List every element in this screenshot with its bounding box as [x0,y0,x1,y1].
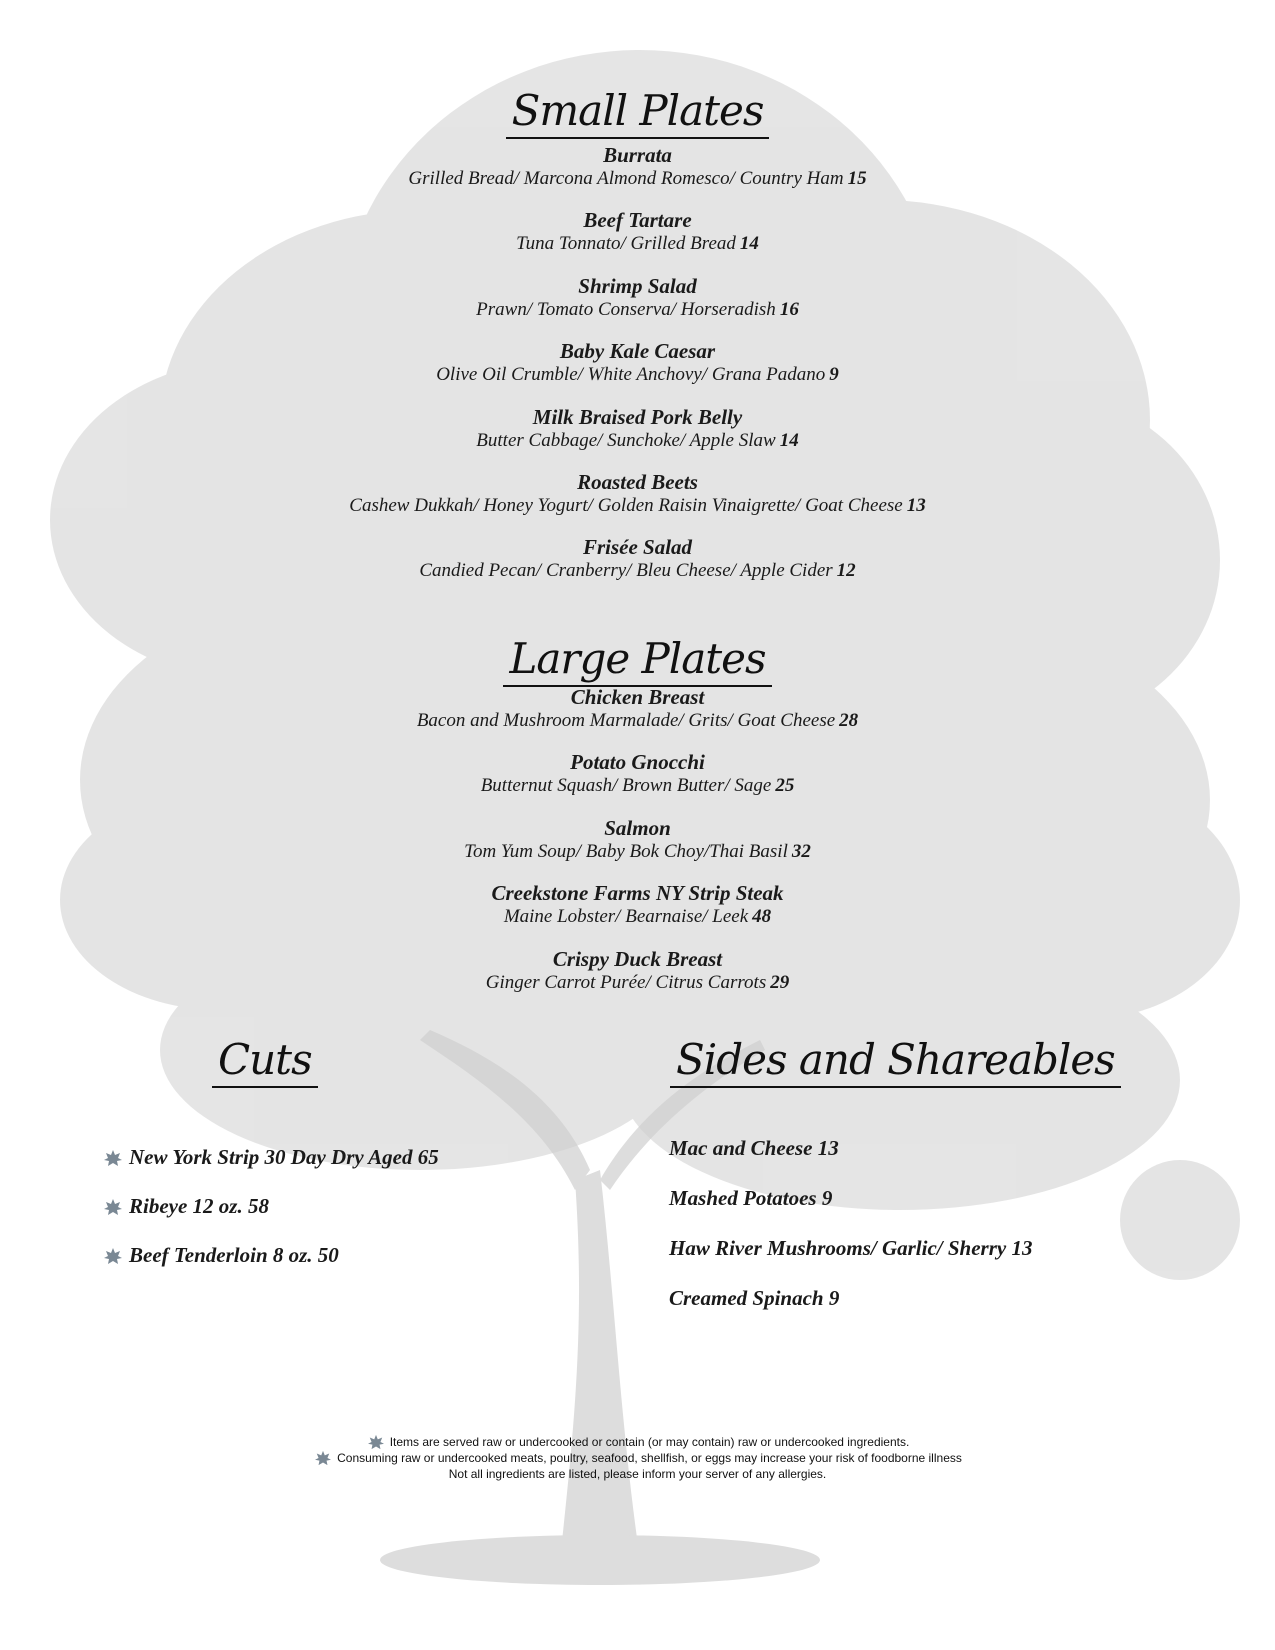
item-name: Burrata [603,143,672,167]
menu-item [0,948,1275,1013]
disclaimer-line: Items are served raw or undercooked or contain (or may contain) raw or undercooked ingredients. [389,1435,910,1449]
item-name: Potato Gnocchi [570,750,705,775]
leaf-icon [103,1247,123,1265]
side-item: Mashed Potatoes 9 [669,1186,833,1210]
leaf-icon [313,1450,333,1466]
cuts-list [103,1133,439,1280]
item-name: Shrimp Salad [578,273,697,298]
allergy-disclaimer [0,1434,1275,1482]
item-price: 13 [906,494,926,516]
cut-item: Beef Tenderloin 8 oz. 50 [103,1231,439,1280]
item-price: 29 [770,971,790,993]
menu-item [0,209,1275,274]
item-price: 14 [779,429,799,451]
menu-item [0,536,1275,601]
sides-heading: Sides and Shareables [670,1035,1121,1084]
item-name: Salmon [604,815,671,840]
menu-item [0,751,1275,816]
item-description: Tuna Tonnato/ Grilled Bread 14 [516,233,759,255]
item-description: Tom Yum Soup/ Baby Bok Choy/Thai Basil 32 [464,840,811,862]
item-name: Roasted Beets [577,469,698,494]
leaf-icon [103,1149,123,1167]
leaf-icon [103,1198,123,1216]
menu-item [0,144,1275,209]
item-price: 14 [739,233,759,255]
item-name: Baby Kale Caesar [559,339,716,364]
menu-item [0,275,1275,340]
disclaimer-line: Not all ingredients are listed, please inform your server of any allergies. [448,1467,827,1481]
menu-item [0,686,1275,751]
sides-list [669,1133,1032,1333]
item-name: Crispy Duck Breast [552,946,723,971]
item-description: Grilled Bread/ Marcona Almond Romesco/ Country Ham 15 [408,168,867,189]
menu-item [0,406,1275,471]
item-price: 32 [791,840,811,862]
item-price: 12 [836,560,856,582]
leaf-icon [366,1434,386,1450]
item-name: Frisée Salad [582,535,693,560]
item-description: Olive Oil Crumble/ White Anchovy/ Grana Padano 9 [436,364,839,386]
item-name: Beef Tartare [583,208,692,233]
menu-item [0,817,1275,882]
small-plates-heading: Small Plates [0,86,1275,135]
item-description: Maine Lobster/ Bearnaise/ Leek 48 [503,906,772,928]
item-name: Milk Braised Pork Belly [532,404,743,429]
item-description: Bacon and Mushroom Marmalade/ Grits/ Goat Cheese 28 [416,710,859,731]
item-description: Butternut Squash/ Brown Butter/ Sage 25 [480,775,795,797]
cut-item: Ribeye 12 oz. 58 [103,1182,439,1231]
large-plates-list [0,686,1275,1013]
item-price: 28 [839,710,859,731]
menu-item [0,471,1275,536]
item-description: Butter Cabbage/ Sunchoke/ Apple Slaw 14 [476,429,799,451]
cut-item: New York Strip 30 Day Dry Aged 65 [103,1133,439,1182]
side-item: Haw River Mushrooms/ Garlic/ Sherry 13 [669,1236,1033,1260]
side-item: Mac and Cheese 13 [669,1136,839,1160]
item-description: Cashew Dukkah/ Honey Yogurt/ Golden Raisin Vinaigrette/ Goat Cheese 13 [349,494,926,516]
item-description: Prawn/ Tomato Conserva/ Horseradish 16 [476,298,799,320]
menu-item [0,882,1275,947]
item-name: Creekstone Farms NY Strip Steak [491,881,784,906]
item-price: 25 [775,775,795,797]
item-price: 48 [752,906,772,928]
cuts-heading: Cuts [212,1035,318,1084]
menu-item [0,340,1275,405]
item-price: 15 [847,168,867,189]
item-price: 16 [779,298,799,320]
item-price: 9 [829,364,839,386]
small-plates-list [0,144,1275,602]
item-name: Chicken Breast [570,685,705,709]
item-description: Ginger Carrot Purée/ Citrus Carrots 29 [485,971,790,993]
disclaimer-line: Consuming raw or undercooked meats, poultry, seafood, shellfish, or eggs may increase your risk of foodborne illness [337,1451,962,1465]
large-plates-heading: Large Plates [0,634,1275,683]
item-description: Candied Pecan/ Cranberry/ Bleu Cheese/ Apple Cider 12 [419,560,856,582]
side-item: Creamed Spinach 9 [669,1286,840,1310]
